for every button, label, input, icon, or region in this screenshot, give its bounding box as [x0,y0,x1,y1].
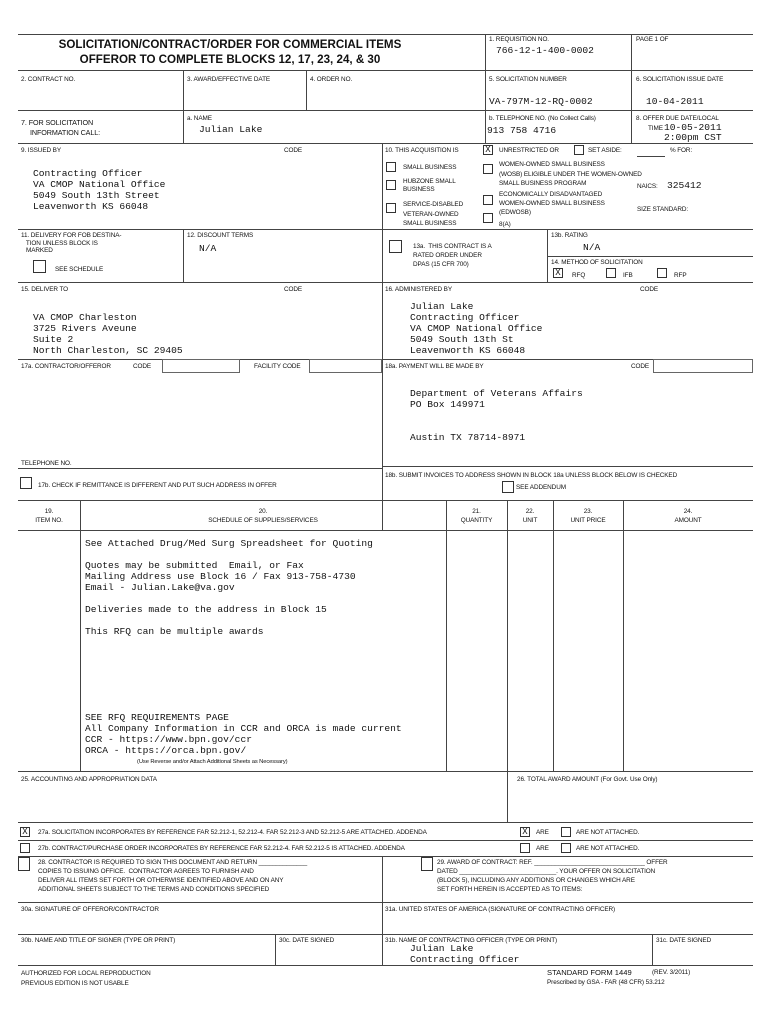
wosb-checkbox[interactable] [483,164,493,174]
col-item-no: 19. ITEM NO. [35,508,63,524]
due-time-value: 2:00pm CST [664,132,722,143]
phone-label: b. TELEPHONE NO. (No Collect Calls) [489,115,596,122]
naics-label: NAICS: [637,183,658,190]
administered-by-address: Julian Lake Contracting Officer VA CMOP National Office 5049 South 13th St Leavenworth KS 66048 [410,301,543,356]
addendum-label: SEE ADDENDUM [516,484,566,491]
see-schedule-label: SEE SCHEDULE [55,266,104,273]
27b-are-not-checkbox[interactable] [561,843,571,853]
eight-a-checkbox[interactable] [483,213,493,223]
contract-no-label: 2. CONTRACT NO. [21,76,76,83]
set-aside-label: SET ASIDE: [588,147,622,154]
rfp-label: RFP [674,272,687,279]
sdvosb-label: SERVICE-DISABLED VETERAN-OWNED SMALL BUSINESS [403,201,464,227]
col-unit: 22. UNIT [522,508,538,524]
29-checkbox[interactable] [421,857,433,871]
30a-label: 30a. SIGNATURE OF OFFEROR/CONTRACTOR [21,906,159,913]
ifb-label: IFB [623,272,633,279]
27a-are-not-checkbox[interactable] [561,827,571,837]
rfq-label: RFQ [572,272,586,279]
naics-value: 325412 [667,180,702,191]
27a-are-label: ARE [536,829,549,836]
contractor-label: 17a. CONTRACTOR/OFFEROR [21,363,111,370]
name-value: Julian Lake [199,124,263,135]
discount-terms-value: N/A [199,243,217,254]
due-date-value: 10-05-2011 [664,122,722,133]
rated-order-checkbox[interactable] [389,240,402,253]
31b-label: 31b. NAME OF CONTRACTING OFFICER (TYPE OR PRINT) [385,937,558,944]
27b-are-label: ARE [536,845,549,852]
deliver-to-code-label: CODE [284,286,303,293]
form-revision: (REV. 3/2011) [652,969,691,976]
issued-by-code-label: CODE [284,147,303,154]
rating-value: N/A [583,242,601,253]
rfq-checkbox[interactable]: X [553,268,563,278]
27a-are-not-label: ARE NOT ATTACHED. [576,829,640,836]
31a-label: 31a. UNITED STATES OF AMERICA (SIGNATURE OF CONTRACTING OFFICER) [385,906,616,913]
pct-for-label: % FOR: [670,147,693,154]
27a-are-checkbox[interactable]: X [520,827,530,837]
fob-destination-label: 11. DELIVERY FOR FOB DESTINA- TION UNLESS BLOCK IS MARKED [21,232,122,254]
deliver-to-label: 15. DELIVER TO [21,286,69,293]
issue-date-label: 6. SOLICITATION ISSUE DATE [636,76,724,83]
see-schedule-checkbox[interactable] [33,260,46,273]
reverse-note: (Use Reverse and/or Attach Additional Sheets as Necessary) [137,759,288,765]
27b-are-not-label: ARE NOT ATTACHED. [576,845,640,852]
31b-value: Julian Lake Contracting Officer [410,943,520,965]
30c-label: 30c. DATE SIGNED [279,937,335,944]
col-schedule: 20. SCHEDULE OF SUPPLIES/SERVICES [208,508,318,524]
payment-label: 18a. PAYMENT WILL BE MADE BY [385,363,484,370]
footer-reproduction: AUTHORIZED FOR LOCAL REPRODUCTION PREVIOUS EDITION IS NOT USABLE [21,970,151,987]
payment-code-label: CODE [631,363,650,370]
27b-text: 27b. CONTRACT/PURCHASE ORDER INCORPORATES BY REFERENCE FAR 52.212-4. FAR 52.212-5 IS ATTACHED. ADDENDA [38,845,405,852]
administered-by-code-label: CODE [640,286,659,293]
issue-date-value: 10-04-2011 [646,96,704,107]
solicitation-no-value: VA-797M-12-RQ-0002 [489,96,593,107]
deliver-to-address: VA CMOP Charleston 3725 Rivers Aveune Suite 2 North Charleston, SC 29405 [33,312,183,356]
accounting-label: 25. ACCOUNTING AND APPROPRIATION DATA [21,776,157,783]
form-number: STANDARD FORM 1449 [547,968,632,977]
invoice-label: 18b. SUBMIT INVOICES TO ADDRESS SHOWN IN BLOCK 18a UNLESS BLOCK BELOW IS CHECKED [385,472,678,479]
contractor-code-label: CODE [133,363,152,370]
unrestricted-label: UNRESTRICTED OR [499,147,559,154]
set-aside-checkbox[interactable] [574,145,584,155]
col-amount: 24. AMOUNT [674,508,702,524]
28-checkbox[interactable] [18,857,30,871]
rating-label: 13b. RATING [551,232,588,239]
contractor-code-field[interactable] [162,359,240,373]
order-no-label: 4. ORDER NO. [310,76,353,83]
schedule-body-bottom: SEE RFQ REQUIREMENTS PAGE All Company Information in CCR and ORCA is made current CCR - https://www.bpn.gov/ccr ORCA - https://orca.bpn.gov/ [85,712,402,756]
col-unit-price: 23. UNIT PRICE [570,508,606,524]
info-call-label-2: INFORMATION CALL: [30,128,101,137]
edwosb-label: ECONOMICALLY DISADVANTAGED WOMEN-OWNED SMALL BUSINESS (EDWOSB) [499,191,605,216]
27b-checkbox[interactable] [20,843,30,853]
issued-by-label: 9. ISSUED BY [21,147,61,154]
page-label: PAGE 1 OF [636,36,669,43]
info-call-label: 7. FOR SOLICITATION [21,118,94,127]
wosb-label: WOMEN-OWNED SMALL BUSINESS (WOSB) ELIGIBLE UNDER THE WOMEN-OWNED SMALL BUSINESS PROGRAM [499,161,642,187]
29-text: 29. AWARD OF CONTRACT: REF. ________________________________ OFFER DATED ____________________________. YOUR OFFER ON SOLICITATION (BLOCK 5), INCLUDING ANY ADDITIONS OR CHANGES WHICH ARE SET FORTH HEREIN IS ACCEPTED AS TO ITEMS: [437,859,668,893]
award-date-label: 3. AWARD/EFFECTIVE DATE [187,76,271,83]
27a-checkbox[interactable]: X [20,827,30,837]
form-subtitle: OFFEROR TO COMPLETE BLOCKS 12, 17, 23, 24, & 30 [79,53,381,66]
ifb-checkbox[interactable] [606,268,616,278]
27b-are-checkbox[interactable] [520,843,530,853]
solicitation-no-label: 5. SOLICITATION NUMBER [489,76,567,83]
sdvosb-checkbox[interactable] [386,203,396,213]
facility-code-label: FACILITY CODE [254,363,301,370]
28-text: 28. CONTRACTOR IS REQUIRED TO SIGN THIS DOCUMENT AND RETURN ______________ COPIES TO ISSUING OFFICE. CONTRACTOR AGREES TO FURNISH AND DELIVER ALL ITEMS SET FORTH OR OTHERWISE IDENTIFIED ABOVE AND ON ANY ADDITIONAL SHEETS SUBJECT TO THE TERMS AND CONDITIONS SPECIFIED [38,859,308,893]
addendum-checkbox[interactable] [502,481,514,493]
requisition-no-value: 766-12-1-400-0002 [496,45,594,56]
27a-text: 27a. SOLICITATION INCORPORATES BY REFERENCE FAR 52.212-1, 52.212-4. FAR 52.212-3 AND 52.212-5 ARE ATTACHED. ADDENDA [38,829,427,836]
acquisition-label: 10. THIS ACQUISITION IS [385,147,459,154]
total-award-label: 26. TOTAL AWARD AMOUNT (For Govt. Use Only) [517,776,658,783]
rfp-checkbox[interactable] [657,268,667,278]
eight-a-label: 8(A) [499,221,511,228]
method-label: 14. METHOD OF SOLICITATION [551,259,643,266]
30b-label: 30b. NAME AND TITLE OF SIGNER (TYPE OR PRINT) [21,937,176,944]
time-label: TIME [648,125,663,132]
small-business-checkbox[interactable] [386,162,396,172]
form-title: SOLICITATION/CONTRACT/ORDER FOR COMMERCIAL ITEMS [58,38,402,51]
offer-due-label: 8. OFFER DUE DATE/LOCAL [636,115,719,122]
facility-code-field[interactable] [309,359,382,373]
payment-code-field[interactable] [653,359,753,373]
administered-by-label: 16. ADMINISTERED BY [385,286,452,293]
rated-order-label: 13a. THIS CONTRACT IS A RATED ORDER UNDER DPAS (15 CFR 700) [413,243,492,268]
hubzone-checkbox[interactable] [386,180,396,190]
payment-address: Department of Veterans Affairs PO Box 149971 Austin TX 78714-8971 [410,388,583,443]
remittance-checkbox[interactable] [20,477,32,489]
edwosb-checkbox[interactable] [483,195,493,205]
31c-label: 31c. DATE SIGNED [656,937,712,944]
discount-terms-label: 12. DISCOUNT TERMS [187,232,254,239]
telephone-label: TELEPHONE NO. [21,460,72,467]
name-label: a. NAME [187,115,212,122]
requisition-no-label: 1. REQUISITION NO. [489,36,549,43]
col-quantity: 21. QUANTITY [460,508,493,524]
unrestricted-checkbox[interactable]: X [483,145,493,155]
hubzone-label: HUBZONE SMALL BUSINESS [403,178,456,193]
size-standard-label: SIZE STANDARD: [637,206,689,213]
phone-value: 913 758 4716 [487,125,557,136]
prescribed-by: Prescribed by GSA - FAR (48 CFR) 53.212 [547,979,665,986]
remittance-label: 17b. CHECK IF REMITTANCE IS DIFFERENT AND PUT SUCH ADDRESS IN OFFER [38,482,277,489]
schedule-body-top: See Attached Drug/Med Surg Spreadsheet for Quoting Quotes may be submitted Email, or Fax Mailing Address use Block 16 / Fax 913-758-4730 Email - Julian.Lake@va.gov Deliveries made to the address in Block 15 This RFQ can be multiple awards [85,538,373,637]
small-business-label: SMALL BUSINESS [403,164,457,171]
issued-by-address: Contracting Officer VA CMOP National Office 5049 South 13th Street Leavenworth KS 66048 [33,168,166,212]
